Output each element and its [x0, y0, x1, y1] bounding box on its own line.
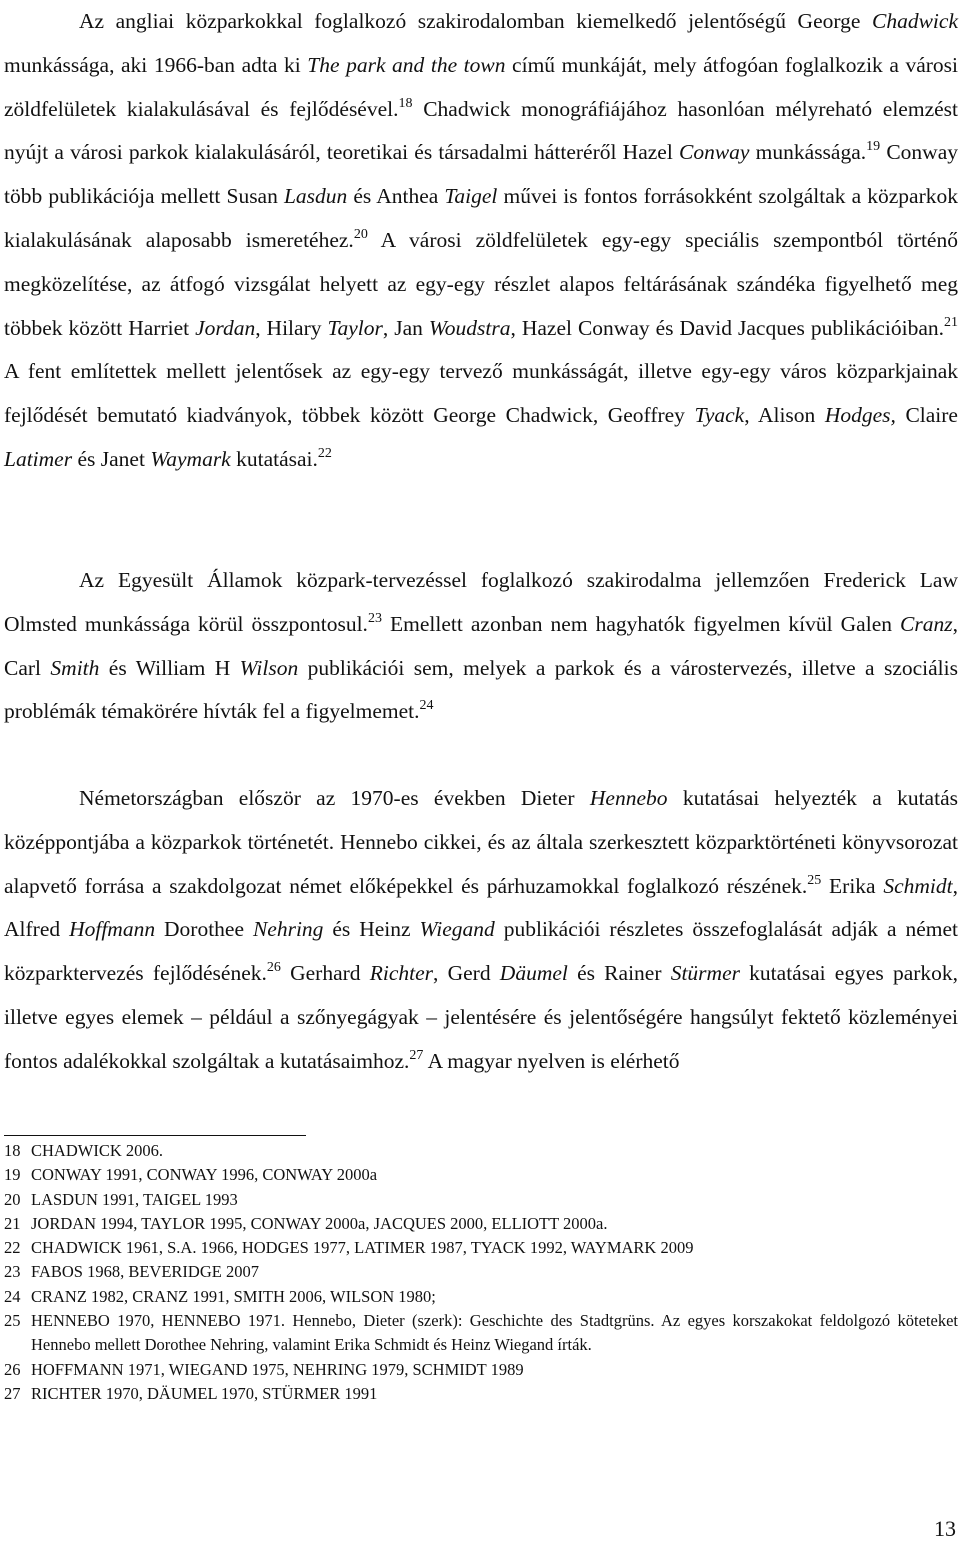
footnote-text: HENNEBO 1970, HENNEBO 1971. Hennebo, Dieter (szerk): Geschichte des Stadtgrüns. Az egyes korszakokat feldolgozó köteteket Hennebo mellett Dorothee Nehring, valamint Erika Schmidt és Heinz Wiegand írták.: [31, 1311, 958, 1355]
footnotes: [4, 1139, 958, 1406]
text-run: , Hazel Conway és David Jacques publikációiban.: [510, 315, 944, 340]
footnote-ref: 21: [944, 314, 958, 330]
footnote-ref: 24: [419, 698, 434, 714]
footnote-text: FABOS 1968, BEVERIDGE 2007: [31, 1262, 259, 1282]
italic-name: Waymark: [150, 446, 231, 471]
italic-name: Taylor: [327, 315, 383, 340]
footnote: [4, 1309, 958, 1358]
footnote: [4, 1285, 958, 1309]
text-run: és Rainer: [567, 961, 671, 986]
italic-name: Taigel: [444, 184, 498, 209]
paragraph-german-parks: [4, 777, 958, 1084]
footnote-number: 20: [4, 1189, 21, 1209]
page-number: 13: [934, 1516, 956, 1541]
italic-name: Schmidt: [883, 873, 953, 898]
text-run: Németországban először az 1970-es években Dieter: [79, 786, 590, 810]
text-run: Dorothee: [155, 917, 253, 942]
footnote-number: 18: [4, 1141, 21, 1160]
footnote-number: 22: [4, 1238, 21, 1258]
footnote-number: 26: [4, 1359, 21, 1379]
footnote-text: CRANZ 1982, CRANZ 1991, SMITH 2006, WILSON 1980;: [31, 1286, 436, 1306]
text-run: Conway több publikációja mellett Susan: [4, 140, 958, 209]
text-run: című munkáját, mely átfogóan foglalkozik a városi zöldfelületek kialakulásával és fejlődésével.: [4, 52, 958, 121]
text-run: , Hilary: [255, 315, 328, 340]
footnote-number: 21: [4, 1213, 21, 1233]
italic-name: Jordan: [195, 315, 256, 340]
footnote-number: 19: [4, 1165, 21, 1185]
footnote: [4, 1382, 958, 1406]
footnote: [4, 1236, 958, 1260]
text-run: , Gerd: [433, 961, 500, 986]
text-run: Emellett azonban nem hagyhatók figyelmen kívül Galen: [381, 611, 901, 636]
text-run: Claire: [895, 403, 958, 428]
italic-name: Stürmer: [670, 961, 740, 986]
text-run: művei is fontos forrásokként szolgáltak a közparkok kialakulásának alaposabb ismeretéhez.: [4, 184, 958, 252]
text-run: Erika: [821, 873, 884, 898]
paragraph-us-parks: [4, 559, 958, 734]
italic-name: Hennebo: [589, 786, 668, 810]
text-run: és Heinz: [323, 917, 420, 942]
italic-name: Latimer: [4, 446, 73, 471]
italic-name: Wilson: [239, 655, 299, 680]
footnote-ref: 23: [367, 610, 382, 626]
text-run: Az angliai közparkokkal foglalkozó szakirodalomban kiemelkedő jelentőségű George: [79, 9, 872, 33]
text-run: A magyar nyelven is elérhető: [423, 1048, 680, 1073]
text-run: és Janet: [72, 446, 151, 471]
italic-name: Lasdun: [283, 184, 348, 209]
italic-name: Wiegand: [419, 917, 495, 942]
footnote-ref: 26: [266, 960, 281, 976]
italic-name: Smith: [50, 655, 100, 680]
footnote-ref: 19: [866, 139, 881, 155]
footnote-number: 27: [4, 1383, 21, 1403]
footnote-ref: 27: [409, 1047, 424, 1063]
italic-name: Woudstra: [428, 315, 511, 340]
text-run: , Jan: [382, 315, 429, 340]
italic-name: Richter: [369, 961, 434, 986]
text-run: A városi zöldfelületek egy-egy speciális szempontból történő megközelítése, az átfogó vizsgálat helyett az egy-egy részlet alapos feltárásának szándéka figyelhető meg többek között Harriet: [4, 227, 958, 340]
footnote: [4, 1139, 958, 1163]
text-run: publikációi sem, melyek a parkok és a várostervezés, illetve a szociális problémák témakörére hívták fel a figyelmemet.: [4, 655, 958, 724]
footnote: [4, 1163, 958, 1187]
text-run: és Anthea: [347, 184, 445, 209]
footnote-number: 23: [4, 1262, 21, 1282]
text-run: publikációi részletes összefoglalását adják a német közparktervezés fejlődésének.: [4, 917, 958, 986]
footnote-text: CHADWICK 2006.: [31, 1141, 163, 1160]
text-run: Gerhard: [280, 961, 370, 986]
text-run: munkássága.: [749, 140, 867, 165]
footnote-text: CONWAY 1991, CONWAY 1996, CONWAY 2000a: [31, 1165, 378, 1185]
footnote: [4, 1358, 958, 1382]
footnote-number: 25: [4, 1311, 21, 1331]
italic-name: Cranz: [900, 611, 953, 636]
italic-name: Chadwick: [872, 9, 958, 33]
footnote: [4, 1260, 958, 1284]
text-run: kutatásai.: [230, 446, 318, 471]
footnote-number: 24: [4, 1286, 21, 1306]
footnote-text: LASDUN 1991, TAIGEL 1993: [31, 1189, 238, 1209]
text-run: és William H: [99, 655, 240, 680]
italic-name: The park and the town: [307, 52, 506, 77]
text-run: , Alfred: [4, 873, 958, 942]
paragraph-english-parks: [4, 0, 958, 482]
footnote-separator: [4, 1135, 306, 1136]
italic-name: Tyack: [694, 403, 745, 428]
text-run: kutatásai helyezték a kutatás középpontjába a közparkok történetét. Hennebo cikkei, és az általa szerkesztett közparktörténeti könyvsorozat alapvető forrása a szakdolgozat német előképekkel és párhuzamokkal foglalkozó részének.: [4, 786, 958, 898]
italic-name: Däumel: [499, 961, 568, 986]
text-run: , Alison: [744, 403, 825, 428]
footnote-text: HOFFMANN 1971, WIEGAND 1975, NEHRING 1979, SCHMIDT 1989: [31, 1359, 524, 1379]
footnote-ref: 18: [398, 95, 413, 111]
footnote-text: CHADWICK 1961, S.A. 1966, HODGES 1977, LATIMER 1987, TYACK 1992, WAYMARK 2009: [31, 1238, 694, 1258]
footnote: [4, 1188, 958, 1212]
text-run: Chadwick monográfiájához hasonlóan mélyreható elemzést nyújt a városi parkok kialakulásáról, teoretikai és társadalmi hátteréről Hazel: [4, 96, 958, 165]
footnote-ref: 25: [807, 872, 822, 888]
footnote-ref: 20: [353, 226, 368, 242]
italic-name: Conway: [679, 140, 750, 165]
footnote-text: JORDAN 1994, TAYLOR 1995, CONWAY 2000a, JACQUES 2000, ELLIOTT 2000a.: [31, 1213, 608, 1233]
footnote: [4, 1212, 958, 1236]
text-run: Az Egyesült Államok közpark-tervezéssel foglalkozó szakirodalma jellemzően Frederick Law Olmsted munkássága körül összpontosul.: [4, 568, 958, 636]
footnote-text: RICHTER 1970, DÄUMEL 1970, STÜRMER 1991: [31, 1383, 378, 1403]
text-run: kutatásai egyes parkok, illetve egyes elemek – például a szőnyegágyak – jelentésére és jelentőségére hangsúlyt fektető közleményei fontos adalékokkal szolgáltak a kutatásaimhoz.: [4, 961, 959, 1073]
italic-name: Hodges,: [824, 403, 896, 428]
text-run: munkássága, aki 1966-ban adta ki: [4, 52, 308, 77]
footnote-ref: 22: [317, 445, 332, 461]
text-run: A fent említettek mellett jelentősek az egy-egy tervező munkásságát, illetve egy-egy város közparkjainak fejlődését bemutató kiadványok, többek között George Chadwick, Geoffrey: [4, 359, 958, 428]
italic-name: Hoffmann: [69, 917, 156, 942]
text-run: , Carl: [4, 611, 958, 680]
italic-name: Nehring: [252, 917, 324, 942]
